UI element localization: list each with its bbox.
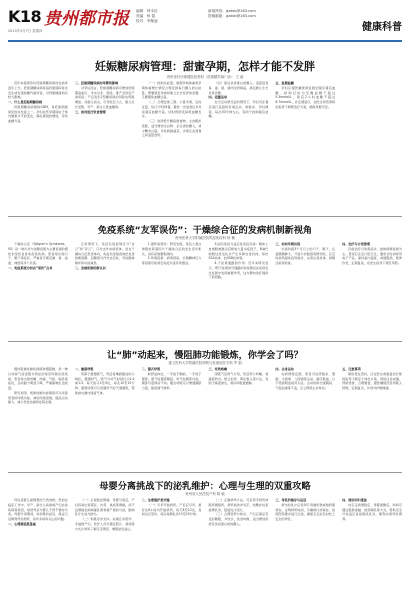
text-column [208, 81, 268, 213]
text-column [342, 81, 402, 213]
page-header [8, 4, 402, 44]
text-column [8, 498, 68, 591]
paragraph: 研究表明，规律的肺功能锻炼可以改善患者的呼吸功能，减轻呼吸困难，提高运动耐力，减少急性加重和住院次数。 [8, 390, 68, 405]
paragraph: 挤出的乳汁应使用专用储奶袋或储奶瓶保存，注明挤奶时间，冷藏或冷冻保存，按照医院要求进行运送，确保宝宝能及时吃上安全的母乳。 [275, 502, 336, 521]
text-column [75, 498, 135, 591]
paragraph: 在病情稳定期，患者可选择散步、慢跑、太极拳、八段锦等运动，循序渐进，以不感到明显疲劳为宜。运动时如出现胸闷、气促加重等不适，应立即停止并休息。 [275, 371, 336, 390]
paragraph: 3.固有免疫与适应性免疫异常：腺体上皮细胞被激活后释放大量炎症因子，B淋巴细胞过度活化并产生多种自身抗体，如抗SSA抗体、抗SSB抗体等。 [208, 242, 269, 261]
article-4-body [8, 498, 402, 591]
text-column [275, 81, 335, 213]
editor-credits [136, 9, 158, 24]
text-column [275, 498, 335, 591]
text-column [275, 242, 335, 338]
masthead-logo: 贵州都市报 [44, 9, 129, 29]
article-2-body [8, 242, 402, 338]
paragraph: 四、适量运动 [208, 95, 228, 100]
paragraph: 出现持续3个月以上的口干、眼干，反复腮腺肿大，牙齿片状脱落等情况时，应及时到风湿免疫科就诊，完善自身抗体、唇腺活检等检查。 [275, 246, 336, 265]
paragraph: 一、什么是妊娠期糖尿病 [8, 100, 43, 104]
divider-2 [8, 341, 402, 342]
paragraph: 母乳是婴儿最理想的天然食物，然而在临床工作中，早产、新生儿疾病或产妇自身疾病等原因，常使母亲与婴儿不得不暂时分离。母婴分离期间，如何维持泌乳、保证日后顺利母乳喂养，是许多妈妈关心的问题。 [8, 498, 68, 521]
paragraph: 五、注意事项 [342, 367, 361, 371]
paragraph: （二）正确挤奶方法。可采用手挤奶或吸奶器吸奶，挤奶前洗净双手，热敷并轻柔按摩乳房，促进乳汁流出。 [208, 498, 269, 512]
paragraph: 深吸气后屏气片刻，然后用力咳嗽，将痰液咳出。配合拍背、雾化吸入等方法，有助于痰液排出，保持呼吸道通畅。 [208, 371, 269, 386]
article-1-title: 妊娠糖尿病管理：甜蜜孕期，怎样才能不发胖 [95, 60, 315, 73]
article-3-title: 让“肺”动起来，慢阻肺功能锻炼，你学会了吗？ [107, 350, 303, 361]
paragraph: 三、有效咳嗽 [208, 367, 228, 371]
paragraph: 二、妊娠期糖尿病对母婴的影响 [74, 81, 119, 85]
paragraph: （三）合理营养与休息。产妇应保证充足的睡眠，多饮水，饮食均衡，适当增加汤类及优质蛋白质的摄入。 [208, 512, 269, 526]
text-column [342, 498, 402, 591]
text-column [75, 367, 135, 469]
paragraph: 一、免疫系统为何会“误伤”自身 [8, 265, 53, 270]
article-4-byline: 贵州省人民医院产科 陈 敏 [185, 492, 225, 496]
paragraph: 正常情况下，免疫系统能够区分“自己”和“异己”，只攻击外来病原体。而在干燥综合征患者体内，免疫系统错误地把自身的唾液腺、泪腺等当作攻击目标，导致腺体破坏和功能减退。 [74, 242, 135, 265]
paragraph: 4.干扰素通路的作用：近年来研究显示，I型干扰素信号通路的持续激活在疾病发生发展中发挥重要作用，这为靶向治疗提供了新思路。 [208, 261, 269, 280]
page-number: K18 [8, 7, 42, 26]
paragraph: 对孕妇而言，妊娠期糖尿病可增加妊娠期高血压、羊水过多、感染、难产及剖宫产的风险；产后发生2型糖尿病的风险也明显增加。对胎儿而言，可导致巨大儿、胎儿生长受限、早产、新生儿低血糖等。 [74, 85, 135, 109]
email-line: 投稿邮箱：gzdsb@163.com [208, 14, 256, 18]
issue-date: 2019年3月7日 星期四 [8, 29, 43, 33]
paragraph: 二、腹式呼吸 [141, 367, 161, 371]
article-2-byline: 贵州医科大学附属医院风湿免疫科 杨 楠 [175, 236, 235, 240]
text-column [75, 242, 135, 338]
article-3-body [8, 367, 402, 469]
text-column [142, 367, 202, 469]
paragraph: 取舒适体位，一手放于胸前，一手放于腹部。吸气时腹部隆起，呼气时腹部内收，胸部尽量保持不动。腹式呼吸可以增强膈肌力量，提高通气效率。 [141, 371, 202, 390]
paragraph: 干燥综合征（Sjögren's Syndrome，SS）是一种以外分泌腺受累为主要表现的慢性系统性自身免疫性疾病。患者常出现口干、眼干等症状，严重者可累及肺、肾、血液、神经等多个系统。 [8, 242, 68, 265]
paragraph: 二、生理维护是关键 [141, 498, 170, 502]
paragraph: （二）合理安排三餐。少量多餐，定时定量，每日分5至6餐，避免一次进食过多导致餐后血糖升高，同时预防夜间低血糖发生。 [141, 100, 202, 119]
article-1-byline: 贵州省妇幼保健院营养科（妊娠糖尿病门诊） 王 丽 [166, 75, 244, 79]
text-column [342, 242, 402, 338]
paragraph: 锻炼贵在坚持，应在医生或康复治疗师的指导下制定个体化方案。同时注意戒烟，预防感冒，合理膳食，遵医嘱规范使用吸入药物，定期复诊，共同守护肺健康。 [342, 371, 402, 390]
paragraph: 2.环境因素：病毒感染、长期精神压力等因素可能诱发免疫系统异常激活。 [141, 256, 202, 265]
paragraph: 妊娠期糖尿病简称GDM，是妊娠期最常见的并发症之一。孕妇在怀孕期间由于体内激素水平的变化，胰岛素抵抗增加，导致血糖升高。 [8, 104, 68, 123]
article-1-body [8, 81, 402, 213]
header-rule [8, 40, 402, 42]
text-column [342, 367, 402, 469]
divider-1 [8, 216, 402, 217]
paragraph: 在无运动禁忌证的情况下，孕妇可在餐后进行适量的有氧运动，如散步、孕妇操等，每次30分钟左右，有助于控制餐后血糖。 [208, 100, 269, 119]
paragraph: （四）保证优质蛋白质摄入。适量进食鱼、禽、蛋、瘦肉及奶制品，满足胎儿生长发育需要。 [208, 81, 269, 95]
text-column [142, 498, 202, 591]
text-column [142, 242, 202, 338]
paragraph: 一、心理调适是基础 [8, 521, 36, 526]
paragraph: 目前治疗以改善症状、控制病情进展为主。患者应注意口腔卫生，避免长时间使用电子产品，保持室内湿度，戒烟限酒，规律作息，定期复查，在医生指导下规范用药。 [342, 246, 402, 265]
text-column [8, 367, 68, 469]
text-column [208, 242, 268, 338]
editor-line: 编辑：钟本伦 [136, 9, 158, 13]
article-3-byline: 遵义医科大学附属医院呼吸与危重症医学科 罗 娟 [168, 361, 242, 365]
article-4-title: 母婴分离挑战下的泌乳维护：心理与生理的双重攻略 [99, 481, 311, 492]
text-column [208, 498, 268, 591]
divider-3 [8, 472, 402, 473]
paragraph: （一）正视焦虑情绪。母婴分离后，产妇容易出现紧张、自责、焦虑等情绪，而不良情绪会抑制催乳素和催产素的分泌，影响乳汁生成与排出。 [74, 498, 135, 517]
article-2-title: 免疫系统“友军误伤”：干燥综合征的发病机制新视角 [97, 225, 313, 236]
contact-info [208, 9, 256, 19]
text-column [208, 367, 268, 469]
paragraph: 三、母乳的储存与运送 [275, 498, 307, 502]
paragraph: 三、如何进行饮食管理 [74, 109, 106, 114]
text-column [75, 81, 135, 213]
paragraph: 二、发病机制的新认识 [74, 265, 106, 270]
paragraph: （二）积极寻求支持。家属应多陪伴、多鼓励产妇，医护人员可通过照片、视频等方式让妈妈了解宝宝情况，增强泌乳信心。 [74, 517, 135, 531]
paragraph: 用鼻子缓慢吸气，然后将嘴唇缩成吹口哨状，缓慢呼气，吸气与呼气时间比为1:2或1:3。每天练习3至4次，每次10至15分钟。缩唇呼吸可以延缓呼气时气道塌陷，帮助排出肺内残留气体。 [74, 371, 135, 395]
paragraph: 四、全身运动 [275, 367, 294, 371]
paragraph: （一）尽早开始挤奶。产后应尽早，最好在6小时内开始挤奶，每天8至12次，夜间也应坚持，每次每侧乳房15至20分钟。 [141, 502, 202, 517]
paragraph: 一、缩唇呼吸 [74, 367, 94, 371]
paragraph: （三）选择低升糖指数食物。主食粗细搭配，适当增加全谷物、杂豆类的摄入，减少精米白面，多吃新鲜蔬菜，水果应在两餐之间适量食用。 [141, 119, 202, 138]
paragraph: 1.遗传易感性：研究发现，某些人类白细胞抗原基因与干燥综合征的发生密切相关，具有家族聚集倾向。 [141, 242, 202, 256]
text-column [8, 81, 68, 213]
designer-line: 美编：杨 霞 [136, 14, 156, 18]
section-name: 健康科普 [362, 22, 402, 33]
text-column [142, 81, 202, 213]
text-column [8, 242, 68, 338]
paragraph: 四、做好回归准备 [342, 498, 367, 502]
paragraph: 五、监测血糖 [275, 81, 294, 85]
paragraph: 四、治疗与日常管理 [342, 242, 370, 246]
proofreader-line: 校对：李佩凌 [136, 19, 158, 23]
paragraph: 待宝宝病情稳定、母婴团聚后，妈妈可通过肌肤接触、按需哺乳等方式，帮助宝宝尽快适应直接吸吮乳房，顺利实现母乳喂养。 [342, 502, 402, 521]
paragraph: 三、如何早期识别 [275, 242, 301, 246]
text-column [275, 367, 335, 469]
paragraph: （一）控制总能量。根据孕前体重和孕期体重增长情况合理安排每日摄入的总能量，既要满足母体和胎儿生长发育的需要，又要避免血糖过高。 [141, 81, 202, 100]
paragraph: 慢性阻塞性肺疾病简称慢阻肺，是一种以持续气流受限为特征的常见呼吸系统疾病，患者常出现咳嗽、咳痰、气短、喘息等症状，活动耐力明显下降，严重影响生活质量。 [8, 367, 68, 390]
hotline-line: 新闻热线：gzdsb@163.com [208, 9, 256, 13]
paragraph: 孕妇应遵医嘱规律监测空腹及餐后血糖，控制目标为空腹血糖不超过5.3mmol/L，餐后2小时血糖不超过6.7mmol/L，并定期复诊，在医生和营养师的指导下调整治疗方案，确保母婴平安。 [275, 85, 336, 109]
paragraph: 近年来我国孕妇妊娠期糖尿病的发病率逐年上升。妊娠期糖尿病是指妊娠期间首次发生或发现的糖代谢异常，对母婴健康均有较大影响。 [8, 81, 68, 100]
